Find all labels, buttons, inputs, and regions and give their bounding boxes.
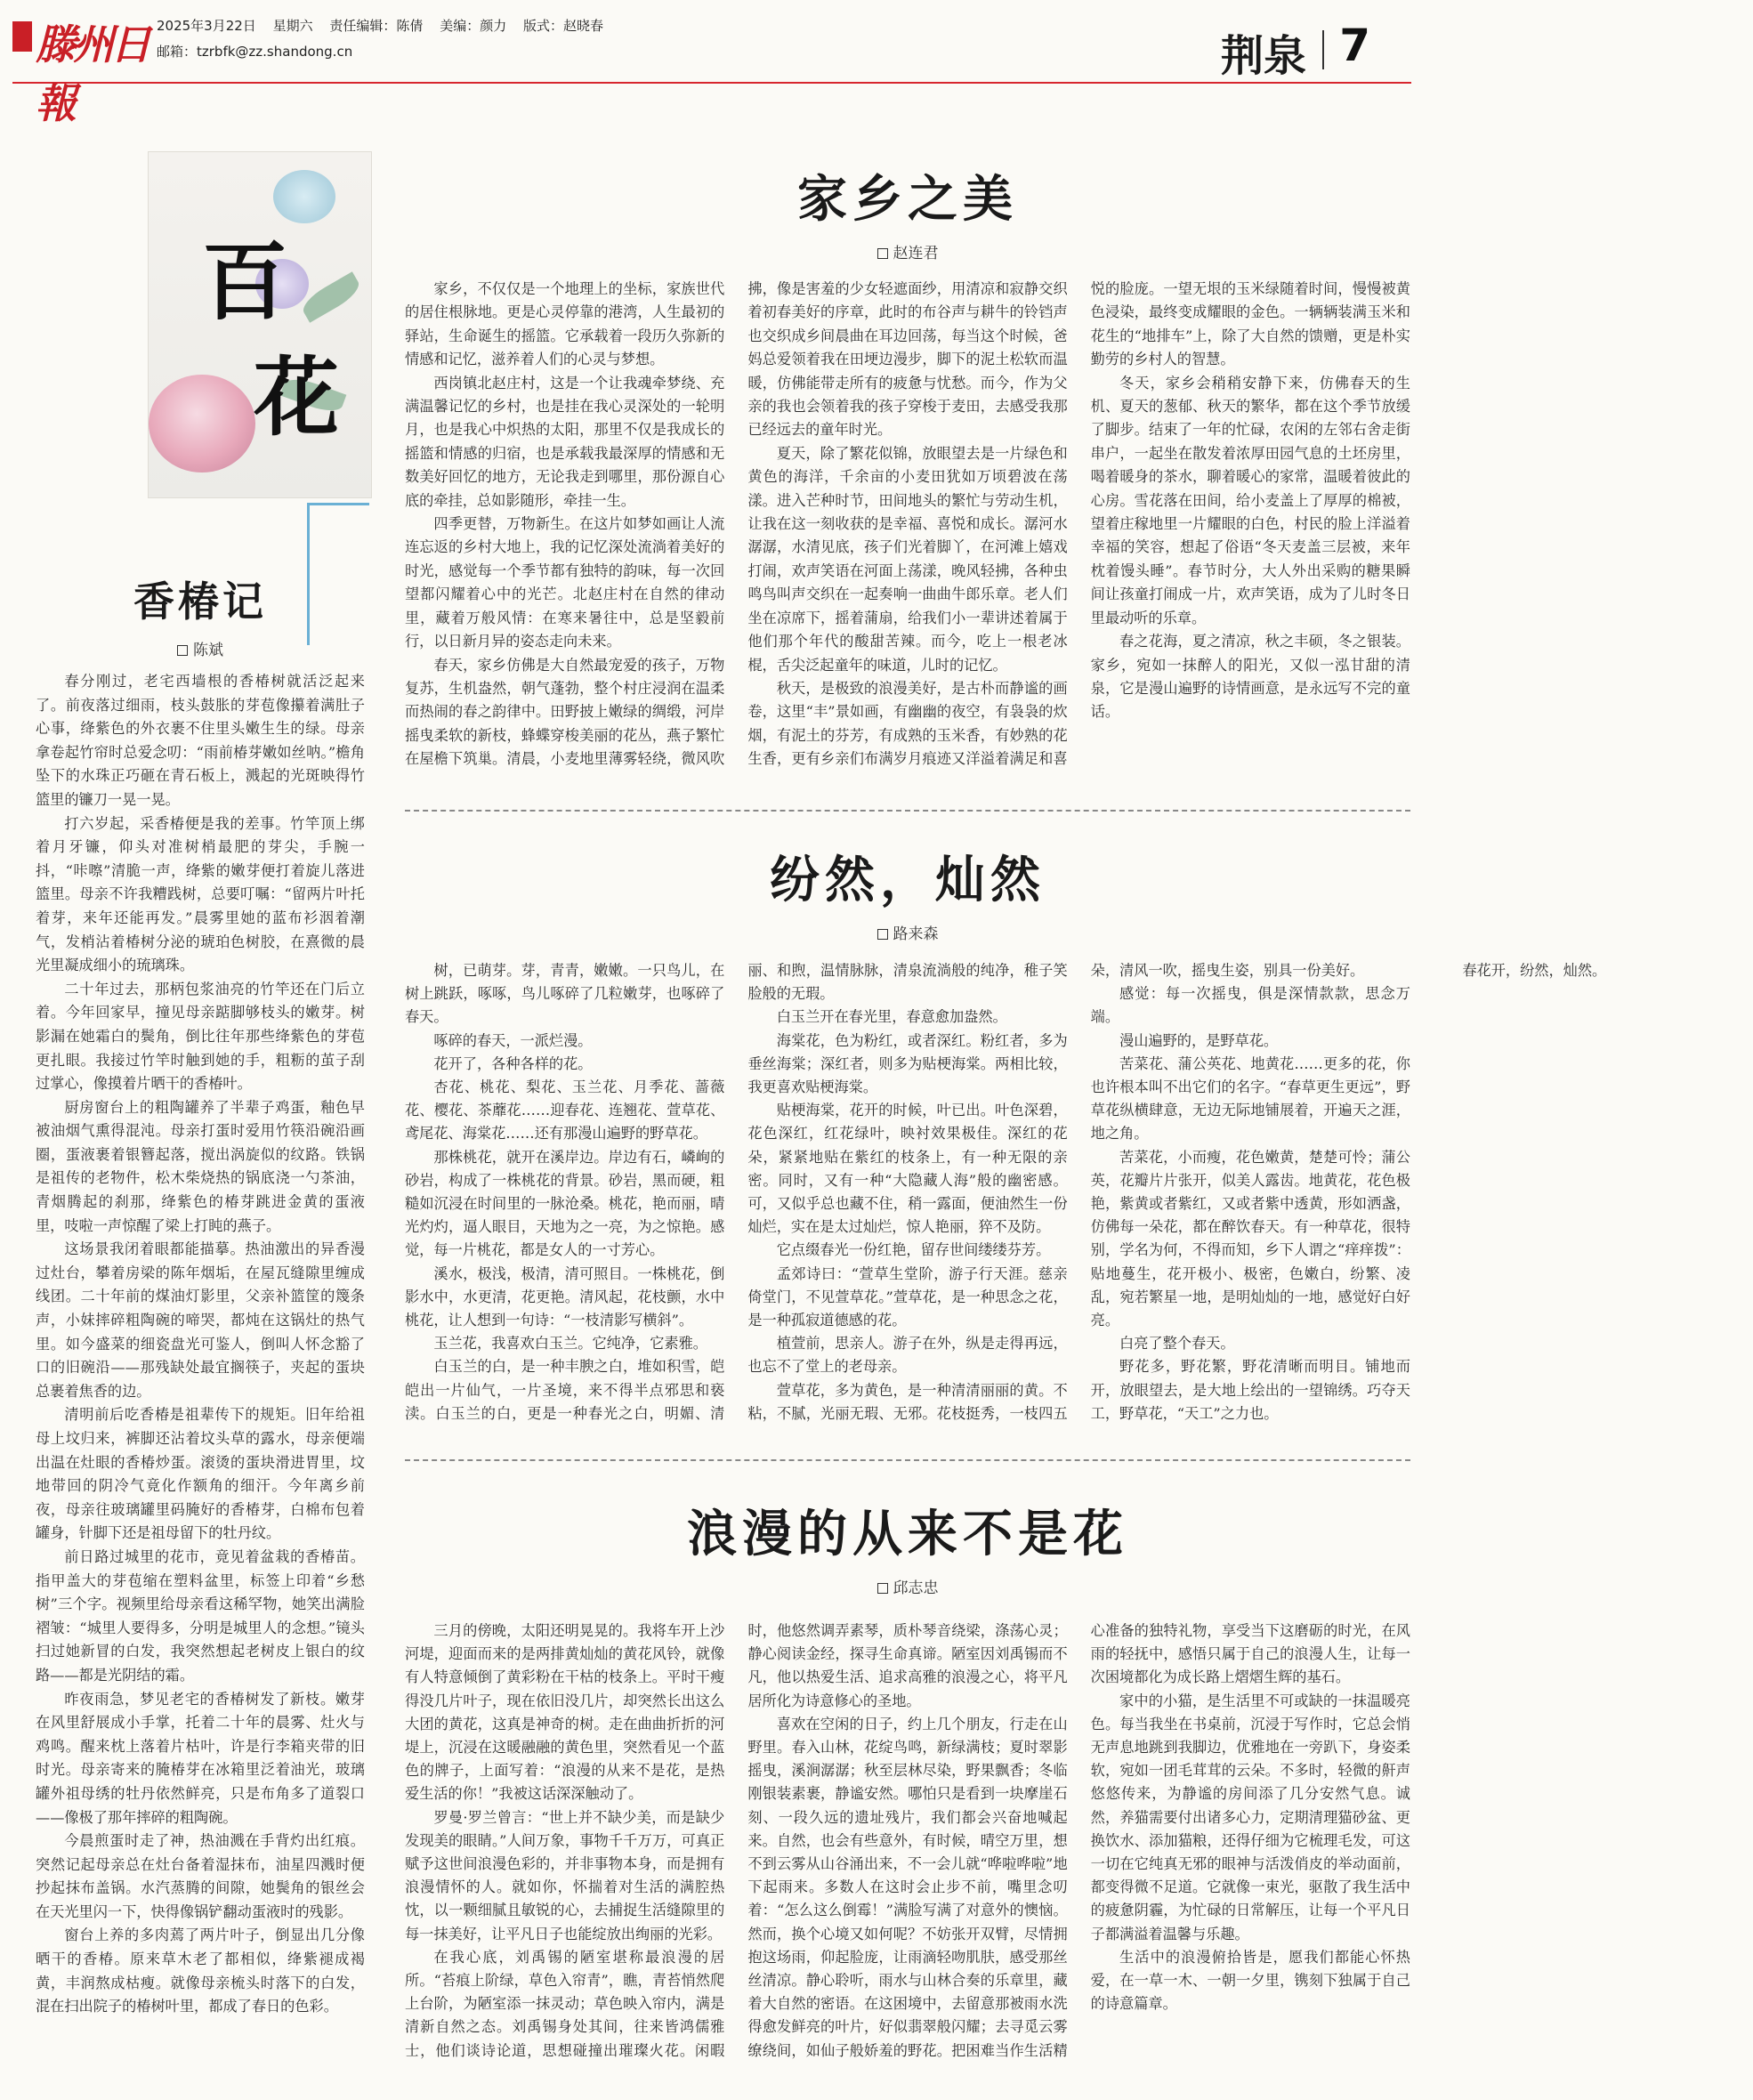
paragraph: 今晨煎蛋时走了神，热油溅在手背灼出红痕。突然记起母亲总在灶台备着湿抹布，油星四溅时便抄起抹布盖锅。水汽蒸腾的间隙，她鬓角的银丝会在天光里闪一下，快得像锅铲翻动蛋液时的残影。 [36, 1832, 365, 1920]
paragraph: 生活中的浪漫俯拾皆是，愿我们都能心怀热爱，在一草一木、一朝一夕里，镌刻下独属于自己的诗意篇章。 [1090, 1948, 1410, 2013]
article-byline: 邱志忠 [405, 1575, 1410, 1597]
paragraph: 玉兰花，我喜欢白玉兰。它纯净，它素雅。 [433, 1335, 707, 1353]
article-title: 纷然，灿然 [770, 851, 1046, 909]
emblem-char-bai: 百 [202, 231, 287, 332]
editor: 责任编辑：陈倩 [329, 18, 424, 34]
article-body [36, 670, 365, 2019]
artist: 美编：颜力 [440, 18, 507, 34]
article-title: 香椿记 [133, 578, 267, 626]
logo-seal [12, 21, 32, 52]
masthead [12, 9, 1411, 127]
paragraph: 啄碎的春天，一派烂漫。 [433, 1031, 593, 1049]
newspaper-logo: 滕州日報 [36, 20, 148, 127]
paragraph: 贴梗海棠，花开的时候，叶已出。叶色深碧，花色深红，红花绿叶，映衬效果极佳。深红的花朵，紧紧地贴在紫红的枝条上，有一种无限的亲密。同时，又有一种“大隐藏人海”般的幽密感。可，又似乎总也藏不住，稍一露面，便油然生一份灿烂，实在是太过灿烂，惊人艳丽，猝不及防。 [747, 1102, 1068, 1236]
paragraph: 夏天，除了繁花似锦，放眼望去是一片绿色和黄色的海洋，千余亩的小麦田犹如万顷碧波在荡漾。进入芒种时节，田间地头的繁忙与劳动生机，让我在这一刻收获的是幸福、喜悦和成长。潺河水潺潺，水清见底，孩子们光着脚丫，在河滩上嬉戏打闹，欢声笑语在河面上荡漾，晚风轻拂，各种虫鸣鸟叫声交织在一起奏响一曲曲牛郎乐章。老人们坐在凉席下，摇着蒲扇，给我们小一辈讲述着属于他们那个年代的酸甜苦辣。而今，吃上一根老冰棍，舌尖泛起童年的味道，儿时的记忆。 [747, 444, 1068, 674]
page-number: 7 [1339, 20, 1370, 71]
paragraph: 它点缀春光一份红艳，留存世间缕缕芬芳。 [776, 1241, 1051, 1259]
article-body-langman [405, 1619, 1410, 2087]
issue-date: 2025年3月22日 [157, 18, 256, 34]
paragraph: 孟郊诗曰：“萱草生堂阶，游子行天涯。慈亲倚堂门，不见萱草花。”萱草花，是一种思念之花，是一种孤寂道德感的花。 [747, 1264, 1068, 1329]
paragraph: 这场景我闭着眼都能描摹。热油激出的异香漫过灶台，攀着房梁的陈年烟垢，在屋瓦缝隙里缠成线团。二十年前的煤油灯影里，父亲补篮筐的篾条声，小妹摔碎粗陶碗的啼哭，都炖在这锅灶的热气里。如今盛菜的细瓷盘光可鉴人，倒叫人怀念豁了口的旧碗沿——那残缺处最宜搁筷子，夹起的蛋块总裹着焦香的边。 [36, 1240, 365, 1400]
paragraph: 打六岁起，采香椿便是我的差事。竹竿顶上绑着月牙镰，仰头对准树梢最肥的芽尖，手腕一抖，“咔嚓”清脆一声，绛紫的嫩芽便打着旋儿落进篮里。母亲不许我糟践树，总要叮嘱：“留两片叶托着芽，来年还能再发。”晨雾里她的蓝布衫洇着潮气，发梢沾着椿树分泌的琥珀色树胶，在熹微的晨光里凝成细小的琉璃珠。 [36, 814, 365, 974]
flower-decoration [149, 375, 255, 472]
paragraph: 白玉兰的白，是一种丰腴之白，堆如积雪，皑皑出一片仙气，一片圣境，来不得半点邪思和亵渎。白玉兰的白，更是一种春光之白，明媚、清丽、和煦，温情脉脉，清泉流淌般的纯净，稚子笑脸般的无瑕。 [405, 962, 1068, 1422]
paragraph: 秋天，是极致的浪漫美好，是古朴而静谧的画卷，这里“丰”景如画，有幽幽的夜空，有袅袅的炊烟，有泥土的芬芳，有成熟的玉米香，有妙熟的花生香，更有乡亲们布满岁月痕迹又洋溢着满足和喜悦的脸庞。一望无垠的玉米绿随着时间，慢慢被黄色浸染，最终变成耀眼的金色。一辆辆装满玉米和花生的“地排车”上，除了大自然的馈赠，更是朴实勤劳的乡村人的智慧。 [747, 280, 1410, 768]
article-body-jiaxiang [405, 278, 1410, 794]
paragraph: 漫山遍野的，是野草花。 [1119, 1031, 1279, 1049]
paragraph: 家乡，不仅仅是一个地理上的坐标，家族世代的居住根脉地。更是心灵停靠的港湾，人生最初的驿站，生命诞生的摇篮。它承载着一段历久弥新的情感和记忆，滋养着人们的心灵与梦想。 [405, 280, 725, 368]
article-byline: 赵连君 [405, 240, 1410, 262]
article-title: 浪漫的从来不是花 [687, 1505, 1128, 1563]
article-byline: 陈斌 [36, 637, 365, 659]
paragraph: 杏花、桃花、梨花、玉兰花、月季花、蔷薇花、樱花、茶蘼花……迎春花、连翘花、萱草花、鸢尾花、海棠花……还有那漫山遍野的野草花。 [405, 1078, 725, 1143]
article-body-fenran [405, 959, 1607, 1431]
paragraph: 春花开，纷然，灿然。 [1462, 962, 1607, 979]
paragraph: 苦菜花，小而瘦，花色嫩黄，楚楚可怜；蒲公英，花瓣片片张开，似美人露齿。地黄花，花色极艳，紫黄或者紫红，又或者紫中透黄，形如洒盏，仿佛每一朵花，都在醉饮春天。有一种草花，很特别，学名为何，不得而知，乡下人谓之“痒痒拨”：贴地蔓生，花开极小、极密，色嫩白，纷繁、凌乱，宛若繁星一地，是明灿灿的一地，感觉好白好亮。 [1090, 1148, 1410, 1329]
paragraph: 四季更替，万物新生。在这片如梦如画让人流连忘返的乡村大地上，我的记忆深处流淌着美好的时光，感觉每一个季节都有独特的韵味，每一次回望都闪耀着心中的光芒。北赵庄村在自然的律动里，藏着万般风情：在寒来暑往中，总是坚毅前行，以日新月异的姿态走向未来。 [405, 515, 725, 650]
section-name: 荆泉 [1220, 31, 1306, 81]
baihua-emblem [148, 151, 372, 498]
headline-langman [405, 1495, 1410, 1597]
issue-meta [157, 16, 616, 61]
paragraph: 花开了，各种各样的花。 [433, 1054, 593, 1072]
paragraph: 在我心底，刘禹锡的陋室堪称最浪漫的居所。“苔痕上阶绿，草色入帘青”，瞧，青苔悄然爬上台阶，为陋室添一抹灵动；草色映入帘内，满是清新自然之态。刘禹锡身处其间，往来皆鸿儒雅士，他们谈诗论道，思想碰撞出璀璨火花。闲暇时，他悠然调弄素琴，质朴琴音绕梁，涤荡心灵；静心阅读金经，探寻生命真谛。陋室因刘禹锡而不凡，他以热爱生活、追求高雅的浪漫之心，将平凡居所化为诗意修心的圣地。 [405, 1622, 1068, 2059]
paragraph: 白亮了整个春天。 [1119, 1335, 1235, 1353]
paragraph: 昨夜雨急，梦见老宅的香椿树发了新枝。嫩芽在风里舒展成小手掌，托着二十年的晨雾、灶火与鸡鸣。醒来枕上落着片枯叶，许是行李箱夹带的旧时光。母亲寄来的腌椿芽在冰箱里泛着油光，玻璃罐外祖母绣的牡丹依然鲜亮，只是布角多了道裂口——像极了那年摔碎的粗陶碗。 [36, 1690, 365, 1826]
section-divider-dashed [405, 1459, 1410, 1461]
paragraph: 野花多，野花繁，野花清晰而明目。铺地而开，放眼望去，是大地上绘出的一望锦绣。巧夺天工，野草花，“天工”之力也。 [1090, 1358, 1410, 1422]
paragraph: 清明前后吃香椿是祖辈传下的规矩。旧年给祖母上坟归来，裤脚还沾着坟头草的露水，母亲便端出温在灶眼的香椿炒蛋。滚烫的蛋块滑进胃里，坟地带回的阴冷气竟化作额角的细汗。今年离乡前夜，母亲往玻璃罐里码腌好的香椿芽，白棉布包着罐身，针脚下还是祖母留下的牡丹纹。 [36, 1406, 365, 1542]
paragraph: 窗台上养的多肉蔫了两片叶子，倒显出几分像晒干的香椿。原来草木老了都相似，绛紫褪成褐黄，丰润熬成枯瘦。就像母亲梳头时落下的白发，混在扫出院子的椿树叶里，都成了春日的色彩。 [36, 1926, 365, 2015]
paragraph: 家中的小猫，是生活里不可或缺的一抹温暖亮色。每当我坐在书桌前，沉浸于写作时，它总会悄无声息地跳到我脚边，优雅地在一旁趴下，身姿柔软，宛如一团毛茸茸的云朵。不多时，轻微的鼾声悠悠传来，为静谧的房间添了几分安然气息。诚然，养猫需要付出诸多心力，定期清理猫砂盆、更换饮水、添加猫粮，还得仔细为它梳理毛发，可这一切在它纯真无邪的眼神与活泼俏皮的举动面前，都变得微不足道。它就像一束光，驱散了我生活中的疲惫阴霾，为忙碌的日常解压，让每一个平凡日子都满溢着温馨与乐趣。 [1090, 1692, 1410, 1942]
paragraph: 溪水，极浅，极清，清可照目。一株桃花，倒影水中，水更清，花更艳。清风起，花枝颤，水中桃花，让人想到一句诗：“一枝清影写横斜”。 [405, 1264, 725, 1329]
paragraph: 三月的傍晚，太阳还明晃晃的。我将车开上沙河堤，迎面而来的是两排黄灿灿的黄花风铃，就像有人特意倾倒了黄彩粉在干枯的枝条上。平时干瘦得没几片叶子，现在依旧没几片，却突然长出这么大团的黄花，这真是神奇的树。走在曲曲折折的河堤上，沉浸在这暖融融的黄色里，突然看见一个蓝色的牌子，上面写着：“浪漫的从来不是花，是热爱生活的你！”我被这话深深触动了。 [405, 1622, 725, 1803]
paragraph: 春之花海，夏之清凉，秋之丰硕，冬之银装。家乡，宛如一抹醉人的阳光，又似一泓甘甜的清泉，它是漫山遍野的诗情画意，是永远写不完的童话。 [1090, 633, 1410, 721]
paragraph: 树，已萌芽。芽，青青，嫩嫩。一只鸟儿，在树上跳跃，啄啄，鸟儿啄碎了几粒嫩芽，也啄碎了春天。 [405, 962, 725, 1026]
paragraph: 苦菜花、蒲公英花、地黄花……更多的花，你也许根本叫不出它们的名字。“春草更生更远”，野草花纵横肆意，无边无际地铺展着，开遍天之涯，地之角。 [1090, 1054, 1410, 1143]
paragraph: 那株桃花，就开在溪岸边。岸边有石，嶙峋的砂岩，构成了一株桃花的背景。砂岩，黑而硬，粗糙如沉浸在时间里的一脉沧桑。桃花，艳而丽，晴光灼灼，逼人眼目，天地为之一亮，为之惊艳。感觉，每一片桃花，都是女人的一寸芳心。 [405, 1148, 725, 1259]
paragraph: 二十年过去，那柄包浆油亮的竹竿还在门后立着。今年回家早，撞见母亲踮脚够枝头的嫩芽。树影漏在她霜白的鬓角，倒比往年那些绛紫色的芽苞更扎眼。我接过竹竿时触到她的手，粗粝的茧子刮过掌心，像摸着片晒干的香椿叶。 [36, 980, 365, 1093]
paragraph: 春分刚过，老宅西墙根的香椿树就活泛起来了。前夜落过细雨，枝头鼓胀的芽苞像攥着满肚子心事，绛紫色的外衣裹不住里头嫩生生的绿。母亲拿卷起竹帘时总爱念叨：“雨前椿芽嫩如丝呐。”檐角坠下的水珠正巧砸在青石板上，溅起的光斑映得竹篮里的镰刀一晃一晃。 [36, 673, 365, 808]
headline-jiaxiang [405, 160, 1410, 262]
paragraph: 感觉：每一次摇曳，俱是深情款款，思念万端。 [1090, 985, 1410, 1026]
issue-weekday: 星期六 [272, 18, 313, 34]
section-divider-dashed [405, 810, 1410, 812]
paragraph: 前日路过城里的花市，竟见着盆栽的香椿苗。指甲盖大的芽苞缩在塑料盆里，标签上印着“乡愁树”三个字。视频里给母亲看这稀罕物，她笑出满脸褶皱：“城里人要得多，分明是城里人的念想。”镜头扫过她新冒的白发，我突然想起老树皮上银白的纹路——都是光阴结的霜。 [36, 1547, 365, 1684]
layout-credit: 版式：赵晓春 [522, 18, 603, 34]
paragraph: 罗曼·罗兰曾言：“世上并不缺少美，而是缺少发现美的眼睛。”人间万象，事物千千万万，可真正赋予这世间浪漫色彩的，并非事物本身，而是拥有浪漫情怀的人。就如你，怀揣着对生活的满腔热忱，以一颗细腻且敏锐的心，去捕捉生活缝隙里的每一抹美好，让平凡日子也能绽放出绚丽的光彩。 [405, 1808, 725, 1942]
paragraph: 冬天，家乡会稍稍安静下来，仿佛春天的生机、夏天的葱郁、秋天的繁华，都在这个季节放缓了脚步。结束了一年的忙碌，农闲的左邻右舍走街串户，一起坐在散发着浓厚田园气息的土坯房里，喝着暖身的茶水，聊着暖心的家常，温暖着彼此的心房。雪花落在田间，给小麦盖上了厚厚的棉被，望着庄稼地里一片耀眼的白色，村民的脸上洋溢着幸福的笑容，想起了俗语“冬天麦盖三层被，来年枕着馒头睡”。春节时分，大人外出采购的糖果瞬间让孩童打闹成一片，欢声笑语，成为了儿时冬日里最动听的乐章。 [1090, 374, 1410, 626]
paragraph: 海棠花，色为粉红，或者深红。粉红者，多为垂丝海棠；深红者，则多为贴梗海棠。两相比较，我更喜欢贴梗海棠。 [747, 1031, 1068, 1096]
paragraph: 喜欢在空闲的日子，约上几个朋友，行走在山野里。春入山林，花绽鸟鸣，新绿满枝；夏时翠影摇曳，溪涧潺潺；秋至层林尽染，野果飘香；冬临刚银装素裹，静谧安然。哪怕只是看到一块摩崖石刻、一段久远的遗址残片，我们都会兴奋地喊起来。自然，也会有些意外，有时候，晴空万里，想不到云雾从山谷涌出来，不一会儿就“哗啦哗啦”地下起雨来。多数人在这时会止步不前，嘴里念叨着：“怎么这么倒霉！”满脸写满了对意外的懊恼。然而，换个心境又如何呢？不妨张开双臂，尽情拥抱这场雨，仰起脸庞，让雨滴轻吻肌肤，感受那丝丝清凉。静心聆听，雨水与山林合奏的乐章里，藏着大自然的密语。在这困境中，去留意那被雨水洗得愈发鲜亮的叶片，好似翡翠般闪耀；去寻觅云雾缭绕间，如仙子般娇羞的野花。把困难当作生活精心准备的独特礼物，享受当下这磨砺的时光，在风雨的轻抚中，感悟只属于自己的浪漫人生，让每一次困境都化为成长路上熠熠生辉的基石。 [747, 1622, 1410, 2059]
section-divider [1322, 30, 1324, 69]
article-title: 家乡之美 [797, 170, 1018, 229]
article-xiangchun [36, 569, 365, 2019]
paragraph: 白玉兰开在春光里，春意愈加盎然。 [776, 1008, 1007, 1026]
headline-fenran [405, 841, 1410, 943]
paragraph: 春天，家乡仿佛是大自然最宠爱的孩子，万物复苏，生机盎然，朝气蓬勃，整个村庄浸润在温柔而热闹的春之韵律中。田野披上嫩绿的绸缎，河岸摇曳柔软的新枝，蜂蝶穿梭美丽的花丛，燕子繁忙在屋檐下筑巢。清晨，小麦地里薄雾轻绕，微风吹拂，像是害羞的少女轻遮面纱，用清凉和寂静交织着初春美好的序章，此时的布谷声与耕牛的铃铛声也交织成乡间晨曲在耳边回荡，每当这个时候，爸妈总爱领着我在田埂边漫步，脚下的泥土松软而温暖，仿佛能带走所有的疲惫与忧愁。而今，作为父亲的我也会领着我的孩子穿梭于麦田，去感受我那已经远去的童年时光。 [405, 280, 1068, 768]
email: 邮箱：tzrbfk@zz.shandong.cn [157, 44, 353, 60]
paragraph: 厨房窗台上的粗陶罐养了半辈子鸡蛋，釉色早被油烟气熏得混沌。母亲打蛋时爱用竹筷沿碗沿画圈，蛋液裹着银簪起落，搅出涡旋似的纹路。铁锅是祖传的老物件，松木柴烧热的锅底浇一勺茶油，青烟腾起的刹那，绛紫色的椿芽跳进金黄的蛋液里，吱啦一声惊醒了梁上打盹的燕子。 [36, 1098, 365, 1234]
emblem-char-hua: 花 [254, 347, 339, 448]
paragraph: 萱草花，多为黄色，是一种清清丽丽的黄。不粘，不腻，光丽无瑕、无邪。花枝挺秀，一枝四五朵，清风一吹，摇曳生姿，别具一份美好。 [747, 962, 1365, 1422]
article-byline: 路来森 [405, 921, 1410, 943]
paragraph: 西岗镇北赵庄村，这是一个让我魂牵梦绕、充满温馨记忆的乡村，也是挂在我心灵深处的一轮明月，也是我心中炽热的太阳，那里不仅是我成长的摇篮和情感的归宿，也是承载我最深厚的情感和无数美好回忆的地方，无论我走到哪里，那份源自心底的牵挂，总如影随形，牵挂一生。 [405, 374, 725, 509]
paragraph: 植萱前，思亲人。游子在外，纵是走得再远，也忘不了堂上的老母亲。 [747, 1335, 1068, 1376]
